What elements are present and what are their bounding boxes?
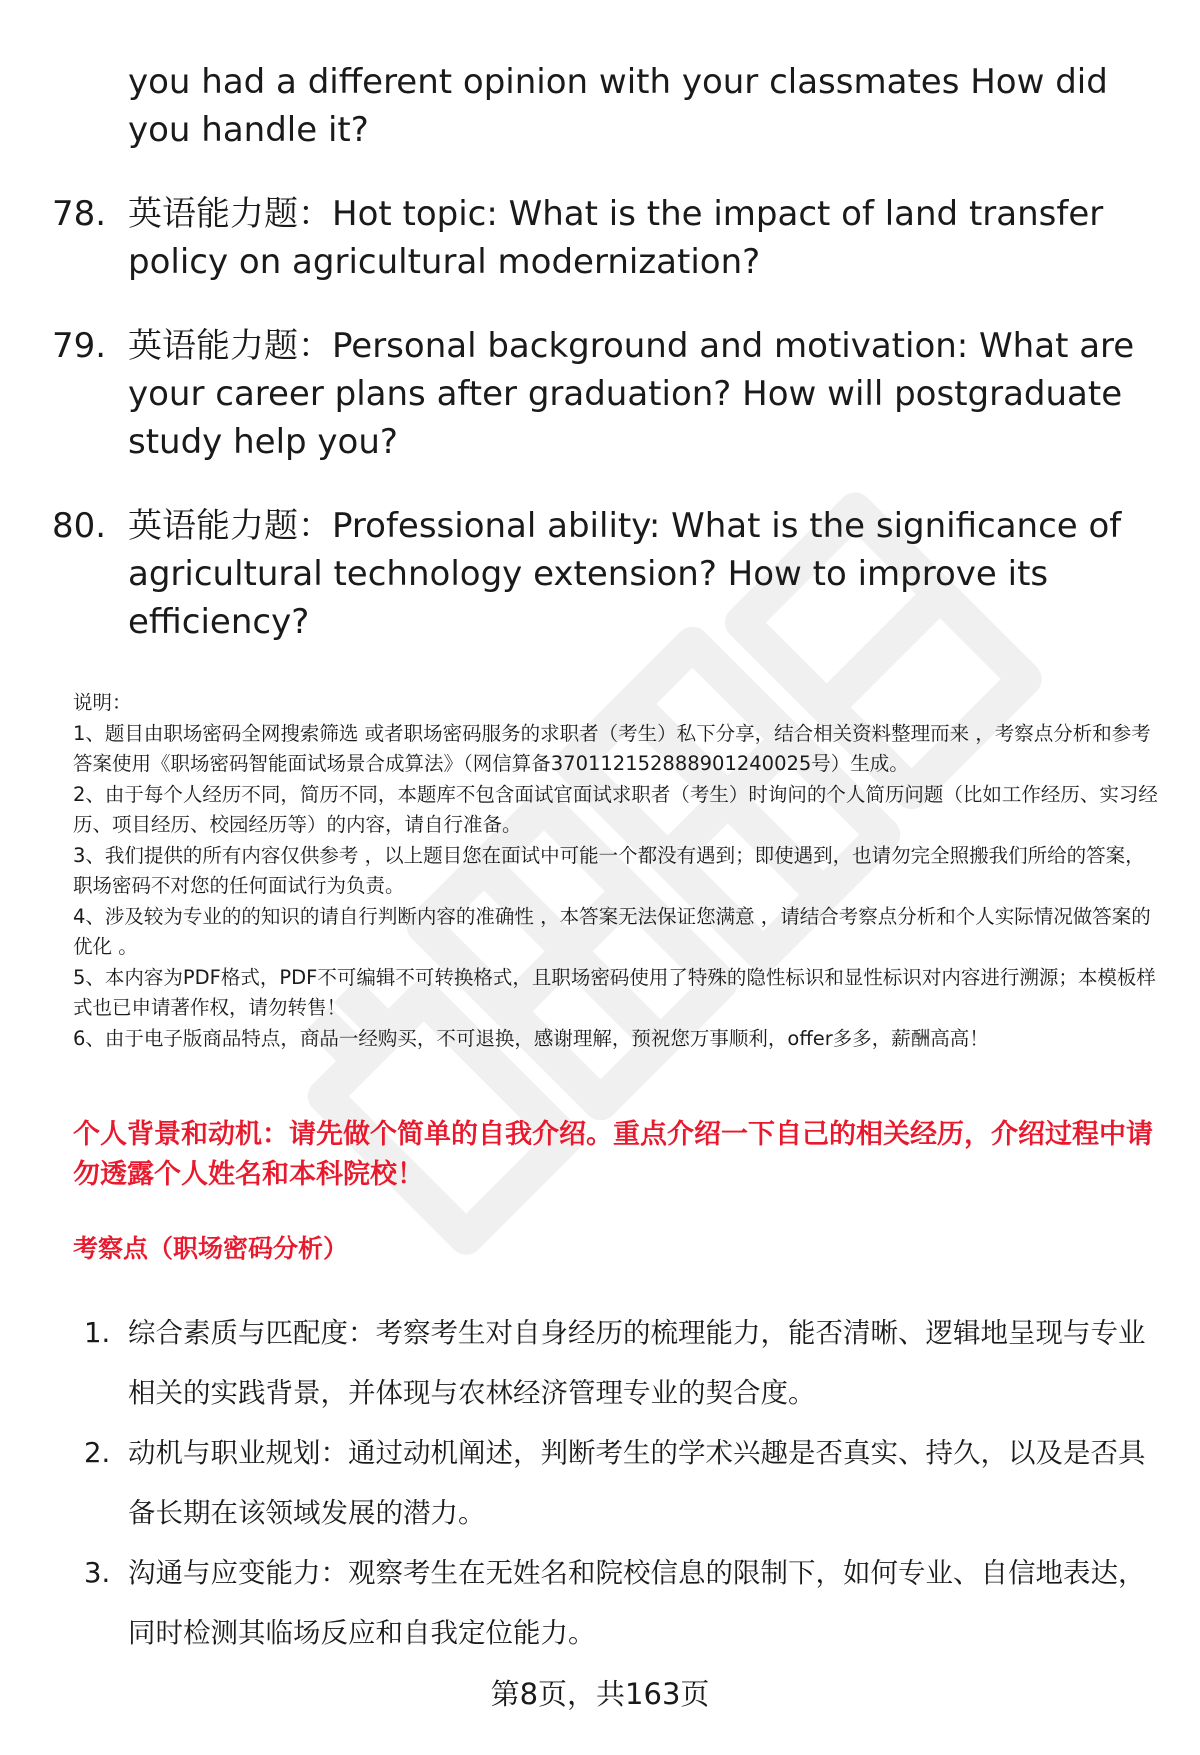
question-text: 英语能力题：Professional ability: What is the significance of agricultural technology extension? How to improve its efficiency? xyxy=(128,506,1122,642)
notes-section xyxy=(73,688,1163,1054)
question-item xyxy=(52,190,1152,286)
question-number: 79. xyxy=(52,326,107,366)
analysis-point xyxy=(84,1303,1159,1423)
notes-title: 说明： xyxy=(73,691,132,714)
analysis-point xyxy=(84,1543,1159,1663)
point-text: 沟通与应变能力：观察考生在无姓名和院校信息的限制下，如何专业、自信地表达，同时检测其临场反应和自我定位能力。 xyxy=(128,1557,1146,1649)
point-text: 综合素质与匹配度：考察考生对自身经历的梳理能力，能否清晰、逻辑地呈现与专业相关的实践背景，并体现与农林经济管理专业的契合度。 xyxy=(128,1317,1146,1409)
analysis-heading: 考察点（职场密码分析） xyxy=(73,1234,349,1263)
analysis-point xyxy=(84,1423,1159,1543)
section-heading: 个人背景和动机：请先做个简单的自我介绍。重点介绍一下自己的相关经历，介绍过程中请勿透露个人姓名和本科院校！ xyxy=(73,1119,1153,1190)
note-item: 6、由于电子版商品特点，商品一经购买，不可退换，感谢理解，预祝您万事顺利，offer多多，薪酬高高！ xyxy=(73,1026,989,1050)
question-text: 英语能力题：Hot topic: What is the impact of land transfer policy on agricultural modernization? xyxy=(128,194,1104,282)
question-text: 英语能力题：Personal background and motivation: What are your career plans after graduation? How will postgraduate study help you? xyxy=(128,326,1135,462)
point-number: 2. xyxy=(84,1437,111,1469)
page-footer: 第8页，共163页 xyxy=(490,1677,710,1711)
question-list xyxy=(52,58,1152,646)
note-item: 4、涉及较为专业的的知识的请自行判断内容的准确性 ，本答案无法保证您满意 ，请结合考察点分析和个人实际情况做答案的优化 。 xyxy=(73,904,1151,958)
question-number: 80. xyxy=(52,506,107,546)
point-number: 1. xyxy=(84,1317,111,1349)
question-item xyxy=(52,502,1152,646)
analysis-points xyxy=(84,1303,1159,1663)
note-item: 5、本内容为PDF格式，PDF不可编辑不可转换格式，且职场密码使用了特殊的隐性标识和显性标识对内容进行溯源；本模板样式也已申请著作权，请勿转售！ xyxy=(73,965,1156,1019)
question-continuation: you had a different opinion with your classmates How did you handle it? xyxy=(128,62,1108,150)
point-number: 3. xyxy=(84,1557,111,1589)
point-text: 动机与职业规划：通过动机阐述，判断考生的学术兴趣是否真实、持久，以及是否具备长期在该领域发展的潜力。 xyxy=(128,1437,1146,1529)
question-item xyxy=(52,322,1152,466)
question-number: 78. xyxy=(52,194,107,234)
note-item: 1、题目由职场密码全网搜索筛选 或者职场密码服务的求职者（考生）私下分享，结合相关资料整理而来 ，考察点分析和参考答案使用《职场密码智能面试场景合成算法》（网信算备370112152888901240025号）生成。 xyxy=(73,721,1151,775)
note-item: 3、我们提供的所有内容仅供参考 ，以上题目您在面试中可能一个都没有遇到；即使遇到，也请勿完全照搬我们所给的答案，职场密码不对您的任何面试行为负责。 xyxy=(73,843,1145,897)
note-item: 2、由于每个人经历不同，简历不同，本题库不包含面试官面试求职者（考生）时询问的个人简历问题（比如工作经历、实习经历、项目经历、校园经历等）的内容，请自行准备。 xyxy=(73,782,1158,836)
